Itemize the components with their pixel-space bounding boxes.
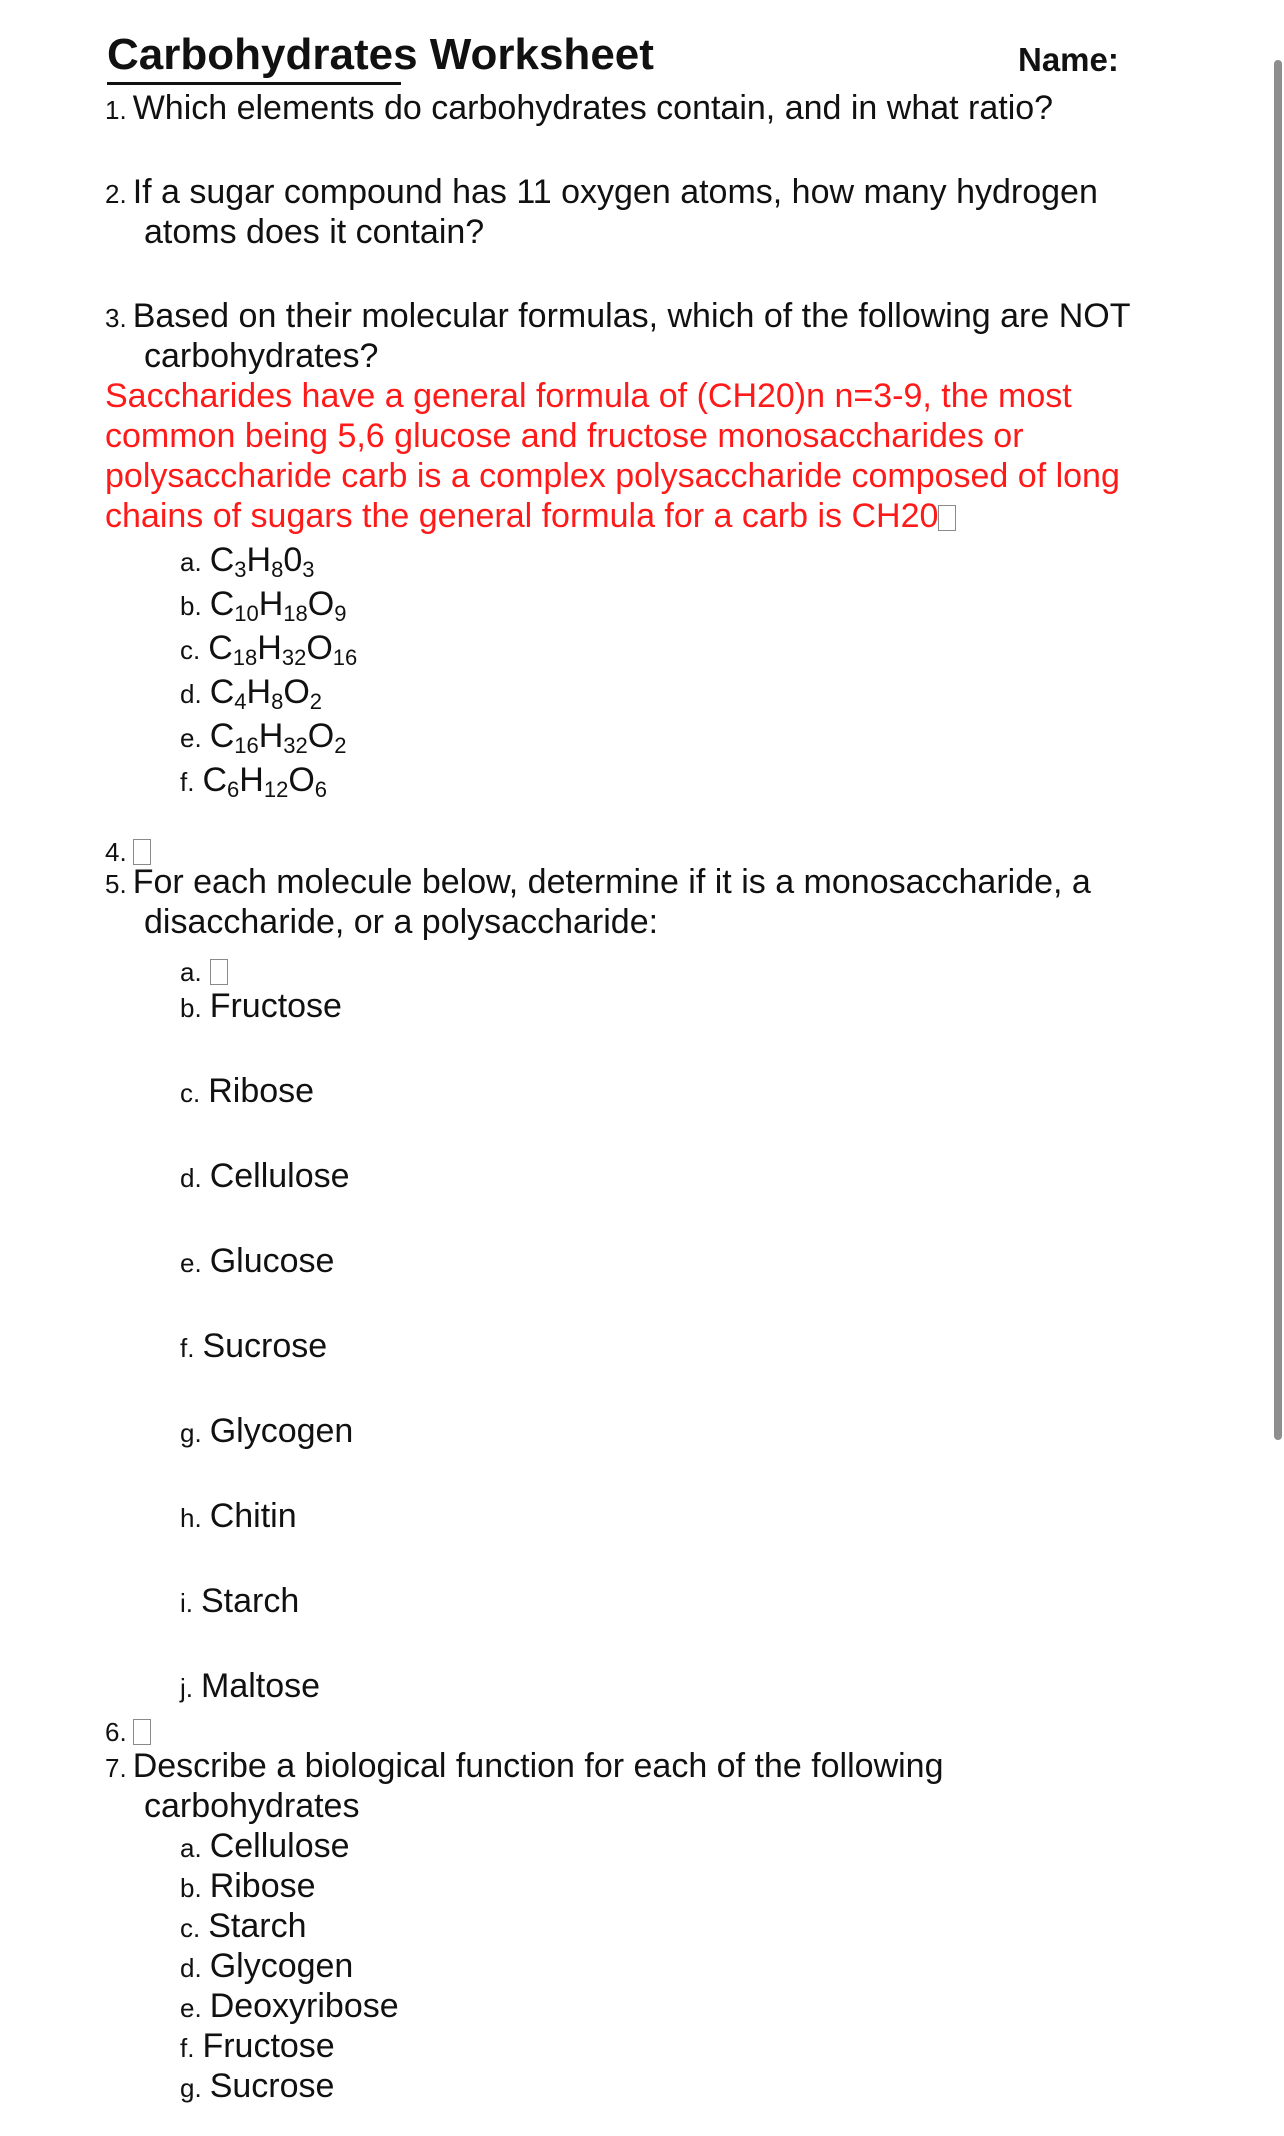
item-label: i. bbox=[180, 1588, 193, 1618]
carbohydrate-item bbox=[180, 1866, 316, 1908]
vertical-scrollbar[interactable] bbox=[1274, 60, 1282, 1440]
question-text: Which elements do carbohydrates contain, and in what ratio? bbox=[132, 89, 1054, 127]
option-label: e. bbox=[180, 723, 202, 753]
item-text: Cellulose bbox=[209, 1827, 350, 1865]
carbohydrate-item bbox=[180, 1906, 307, 1948]
item-label: j. bbox=[180, 1673, 193, 1703]
item-text: Starch bbox=[201, 1582, 300, 1620]
question-number: 1. bbox=[105, 95, 127, 125]
option-label: f. bbox=[180, 767, 195, 797]
item-label: b. bbox=[180, 1873, 202, 1903]
item-label: a. bbox=[180, 1833, 202, 1863]
page-title: Carbohydrates Worksheet bbox=[107, 30, 654, 79]
answer-line-2: common being 5,6 glucose and fructose monosaccharides or bbox=[105, 417, 1024, 455]
item-label: h. bbox=[180, 1503, 202, 1533]
formula-option bbox=[180, 760, 327, 802]
item-label: a. bbox=[180, 957, 202, 987]
question-text: If a sugar compound has 11 oxygen atoms, how many hydrogen bbox=[132, 173, 1098, 211]
question-number: 5. bbox=[105, 869, 127, 899]
item-text: Sucrose bbox=[202, 1327, 328, 1365]
question-number: 6. bbox=[105, 1717, 127, 1747]
carbohydrate-item bbox=[180, 2026, 335, 2068]
question-number: 4. bbox=[105, 837, 127, 867]
item-text: Cellulose bbox=[209, 1157, 350, 1195]
question-number: 3. bbox=[105, 303, 127, 333]
carbohydrate-item bbox=[180, 1986, 399, 2028]
question-2 bbox=[105, 172, 1098, 214]
question-2-continued: atoms does it contain? bbox=[144, 213, 485, 251]
answer-line-4 bbox=[105, 496, 956, 536]
molecular-formula: $C_6H_{12}O_6$ bbox=[202, 761, 328, 802]
item-label: g. bbox=[180, 2073, 202, 2103]
formula-option bbox=[180, 716, 346, 758]
item-text: Glucose bbox=[209, 1242, 335, 1280]
question-text: Describe a biological function for each of the following bbox=[132, 1747, 944, 1785]
molecule-item bbox=[180, 1666, 320, 1708]
carbohydrate-item bbox=[180, 1826, 350, 1868]
molecular-formula: $C_3H_80_3$ bbox=[209, 541, 315, 582]
molecule-item bbox=[180, 1071, 314, 1113]
answer-line-1: Saccharides have a general formula of (CH20)n n=3-9, the most bbox=[105, 377, 1072, 415]
formula-option bbox=[180, 540, 314, 582]
item-label: c. bbox=[180, 1913, 201, 1943]
molecule-item bbox=[180, 1156, 350, 1198]
item-text: Ribose bbox=[209, 1867, 316, 1905]
formula-option bbox=[180, 628, 357, 670]
missing-glyph-icon bbox=[133, 1719, 151, 1745]
missing-glyph-icon bbox=[210, 959, 228, 985]
item-text: Maltose bbox=[201, 1667, 321, 1705]
question-3 bbox=[105, 296, 1130, 338]
molecular-formula: $C_{18}H_{32}O_{16}$ bbox=[208, 629, 358, 670]
item-text: Ribose bbox=[208, 1072, 315, 1110]
item-text: Sucrose bbox=[209, 2067, 335, 2105]
item-text: Starch bbox=[208, 1907, 307, 1945]
item-text: Chitin bbox=[209, 1497, 297, 1535]
option-label: d. bbox=[180, 679, 202, 709]
molecule-item bbox=[180, 1496, 297, 1538]
molecule-item bbox=[180, 1411, 353, 1453]
question-7 bbox=[105, 1746, 944, 1788]
carbohydrate-item bbox=[180, 2066, 334, 2108]
item-label: f. bbox=[180, 1333, 195, 1363]
question-5-continued: disaccharide, or a polysaccharide: bbox=[144, 903, 659, 941]
question-1 bbox=[105, 88, 1053, 130]
question-3-continued: carbohydrates? bbox=[144, 337, 379, 375]
question-5 bbox=[105, 862, 1091, 904]
molecular-formula: $C_4H_8O_2$ bbox=[209, 673, 323, 714]
formula-option bbox=[180, 672, 322, 714]
answer-line-3: polysaccharide carb is a complex polysaccharide composed of long bbox=[105, 457, 1120, 495]
carbohydrate-item bbox=[180, 1946, 353, 1988]
item-text: Fructose bbox=[202, 2027, 335, 2065]
molecule-item bbox=[180, 1241, 334, 1283]
name-label: Name: bbox=[1018, 41, 1119, 78]
item-label: c. bbox=[180, 1078, 201, 1108]
option-label: b. bbox=[180, 591, 202, 621]
item-label: g. bbox=[180, 1418, 202, 1448]
option-label: c. bbox=[180, 635, 201, 665]
question-text: For each molecule below, determine if it is a monosaccharide, a bbox=[132, 863, 1091, 901]
molecule-item bbox=[180, 986, 342, 1028]
title-underline bbox=[107, 82, 401, 85]
answer-text: chains of sugars the general formula for a carb is CH20 bbox=[105, 497, 939, 535]
item-label: e. bbox=[180, 1248, 202, 1278]
item-label: b. bbox=[180, 993, 202, 1023]
item-text: Glycogen bbox=[209, 1412, 354, 1450]
missing-glyph-icon bbox=[938, 505, 956, 531]
question-text: Based on their molecular formulas, which of the following are NOT bbox=[132, 297, 1131, 335]
item-text: Glycogen bbox=[209, 1947, 354, 1985]
molecular-formula: $C_{16}H_{32}O_2$ bbox=[209, 717, 347, 758]
molecule-item bbox=[180, 1326, 327, 1368]
item-text: Deoxyribose bbox=[209, 1987, 399, 2025]
item-text: Fructose bbox=[209, 987, 342, 1025]
item-label: f. bbox=[180, 2033, 195, 2063]
item-label: d. bbox=[180, 1953, 202, 1983]
item-label: d. bbox=[180, 1163, 202, 1193]
formula-option bbox=[180, 584, 346, 626]
item-label: e. bbox=[180, 1993, 202, 2023]
question-number: 7. bbox=[105, 1753, 127, 1783]
option-label: a. bbox=[180, 547, 202, 577]
question-7-continued: carbohydrates bbox=[144, 1787, 360, 1825]
molecule-item bbox=[180, 1581, 299, 1623]
question-number: 2. bbox=[105, 179, 127, 209]
molecular-formula: $C_{10}H_{18}O_9$ bbox=[209, 585, 347, 626]
